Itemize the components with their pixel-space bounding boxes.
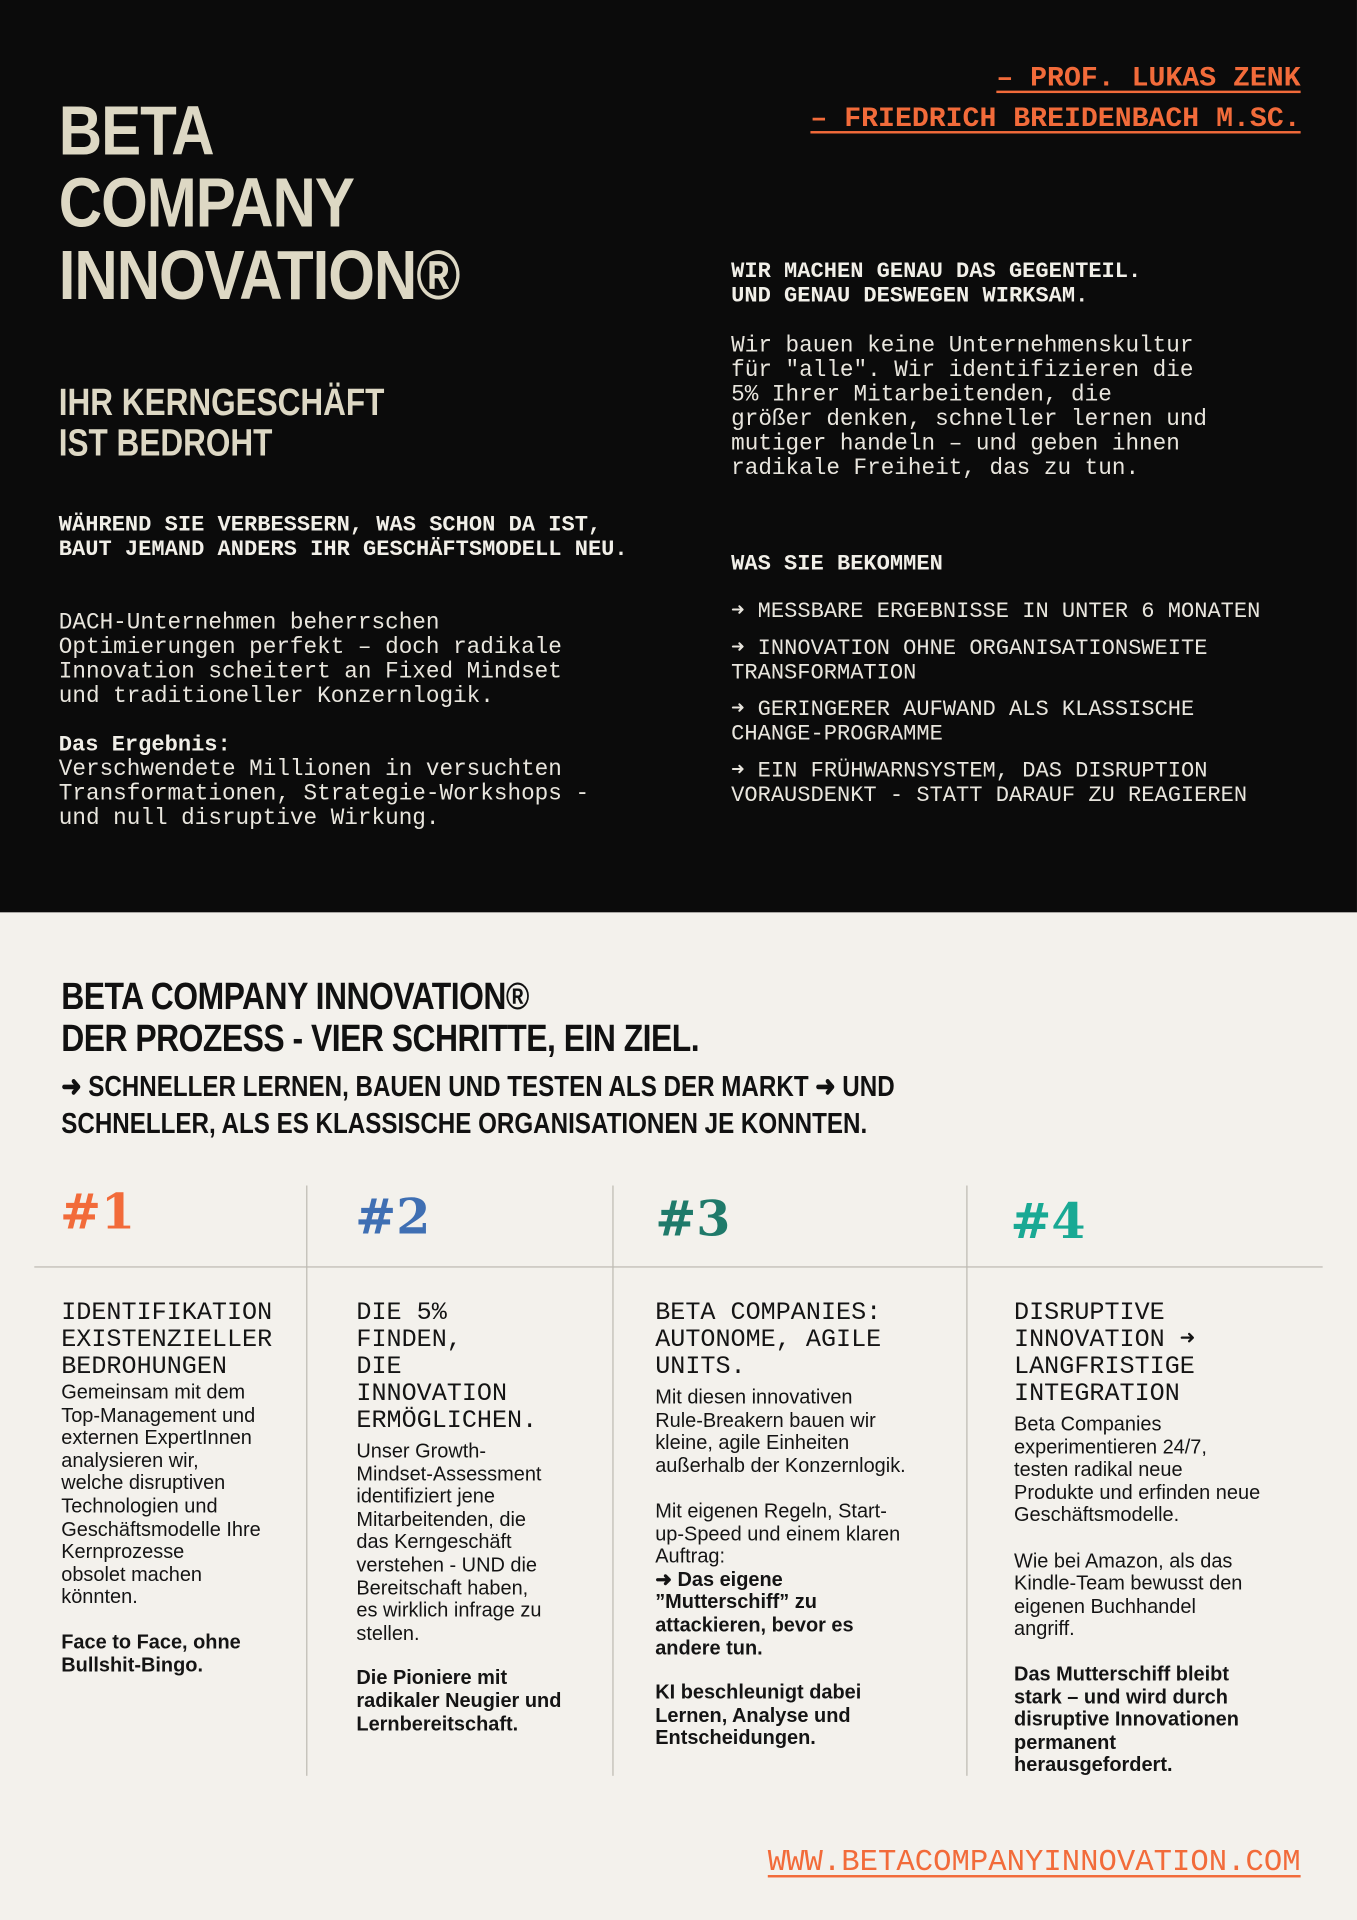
list-item [731,698,1294,747]
process-title-line: BETA COMPANY INNOVATION® [61,974,529,1018]
step-number: #1 [60,1183,136,1241]
result-text: Verschwendete Millionen in versuchten Transformationen, Strategie-Workshops - und null disruptive Wirkung. [58,756,590,832]
right-heading: WIR MACHEN GENAU DAS GEGENTEIL. UND GENAU DESWEGEN WIRKSAM. [731,259,1142,309]
arrow-right-icon: ➜ [731,698,745,723]
threat-line: IHR KERNGESCHÄFT [58,380,385,424]
result-label: Das Ergebnis: [58,733,231,759]
subtitle-line: SCHNELLER, ALS ES KLASSISCHE ORGANISATIONEN JE KONNTEN. [61,1107,868,1139]
step-heading-line: INTEGRATION [1014,1380,1180,1409]
step-heading [1014,1301,1320,1409]
benefit-text: INNOVATION OHNE ORGANISATIONSWEITE TRANSFORMATION [731,636,1208,686]
left-paragraph: DACH-Unternehmen beherrschen Optimierungen perfekt – doch radikale Innovation scheitert an Fixed Mindset und traditioneller Konzernlogik. [58,609,562,710]
process-subtitle [61,1068,894,1141]
step-arrow-text: Das eigene ”Mutterschiff” zu attackieren, bevor es andere tun. [655,1568,854,1659]
subtitle-text-end: UND [842,1070,895,1103]
hero-section [0,0,1357,912]
title-line: COMPANY [58,164,354,243]
step-bold: Face to Face, ohne Bullshit-Bingo. [61,1631,241,1677]
authors [810,59,1300,140]
divider [306,1186,307,1776]
step-heading: DIE 5% FINDEN, DIE INNOVATION ERMÖGLICHEN. [356,1299,538,1436]
benefit-text: MESSBARE ERGEBNISSE IN UNTER 6 MONATEN [757,600,1261,625]
step-heading: BETA COMPANIES: AUTONOME, AGILE UNITS. [655,1299,882,1382]
step-4 [1014,1301,1320,1777]
benefits-list [731,600,1294,820]
step-text: Unser Growth- Mindset-Assessment identifiziert jene Mitarbeitenden, die das Kerngeschäft verstehen - UND die Bereitschaft haben, es wirklich infrage zu stellen. [356,1440,542,1645]
step-2 [356,1301,601,1736]
process-title [61,976,699,1059]
step-1 [61,1301,301,1677]
step-number: #3 [655,1190,731,1248]
arrow-right-icon: ➜ [61,1070,82,1103]
page-title [58,91,460,315]
step-3 [655,1301,955,1750]
list-item [731,759,1294,808]
step-bold: KI beschleunigt dabei Lernen, Analyse und Entscheidungen. [655,1681,862,1750]
list-item [731,600,1294,624]
right-paragraph: Wir bauen keine Unternehmenskultur für "alle". Wir identifizieren die 5% Ihrer Mitarbeitenden, die größer denken, schneller lernen und mutiger handeln – und geben ihnen radikale Freiheit, das zu tun. [731,333,1208,482]
title-line: INNOVATION® [58,236,460,315]
step-text: Beta Companies experimentieren 24/7, testen radikal neue Produkte und erfinden neue Geschäftsmodelle. Wie bei Amazon, als das Kindle-Team bewusst den eigenen Buchhandel angriff. [1014,1413,1261,1641]
benefit-text: GERINGERER AUFWAND ALS KLASSISCHE CHANGE-PROGRAMME [731,698,1195,748]
arrow-right-icon: ➜ [731,636,745,662]
step-number: #4 [1010,1192,1086,1251]
process-title-line: DER PROZESS - VIER SCHRITTE, EIN ZIEL. [61,1016,700,1060]
list-item [731,637,1294,686]
step-heading: IDENTIFIKATION EXISTENZIELLER BEDROHUNGEN [61,1299,273,1382]
benefit-text: EIN FRÜHWARNSYSTEM, DAS DISRUPTION VORAUSDENKT - STATT DARAUF ZU REAGIEREN [731,759,1248,809]
divider [34,1266,1322,1267]
left-heading: WÄHREND SIE VERBESSERN, WAS SCHON DA IST, BAUT JEMAND ANDERS IHR GESCHÄFTSMODELL NEU. [58,513,628,563]
title-line: BETA [58,91,214,171]
step-bold: Das Mutterschiff bleibt stark – und wird durch disruptive Innovationen permanent herausgefordert. [1014,1663,1239,1777]
step-heading-line: LANGFRISTIGE [1014,1353,1195,1382]
author-zenk[interactable]: – PROF. LUKAS ZENK [996,62,1301,95]
subtitle-text: SCHNELLER LERNEN, BAUEN UND TESTEN ALS DER MARKT [88,1070,809,1103]
website-link[interactable]: WWW.BETACOMPANYINNOVATION.COM [767,1844,1301,1880]
threat-headline [59,382,385,463]
divider [966,1186,967,1776]
arrow-right-icon: ➜ [815,1070,836,1103]
step-text: Mit diesen innovativen Rule-Breakern bauen wir kleine, agile Einheiten außerhalb der Konzernlogik. Mit eigenen Regeln, Start- up-Speed und einem klaren Auftrag: [655,1386,906,1568]
step-text: Gemeinsam mit dem Top-Management und externen ExpertInnen analysieren wir, welche disruptiven Technologien und Geschäftsmodelle Ihre Kernprozesse obsolet machen könnten. [61,1381,261,1609]
benefits-heading: WAS SIE BEKOMMEN [731,552,943,577]
author-breidenbach[interactable]: – FRIEDRICH BREIDENBACH M.SC. [810,102,1301,135]
arrow-right-icon: ➜ [731,759,745,784]
arrow-right-icon: ➜ [1164,1326,1195,1355]
divider [612,1186,613,1776]
subtitle-line [61,1068,894,1105]
step-heading-line: INNOVATION ➜ [1014,1326,1195,1355]
step-heading-line: DISRUPTIVE [1014,1299,1165,1328]
step-arrow-bold [655,1569,955,1660]
step-bold: Die Pioniere mit radikaler Neugier und Lernbereitschaft. [356,1667,562,1735]
step-number: #2 [355,1187,431,1246]
threat-line: IST BEDROHT [58,421,273,465]
arrow-right-icon: ➜ [731,600,745,625]
arrow-right-icon: ➜ [655,1568,678,1591]
